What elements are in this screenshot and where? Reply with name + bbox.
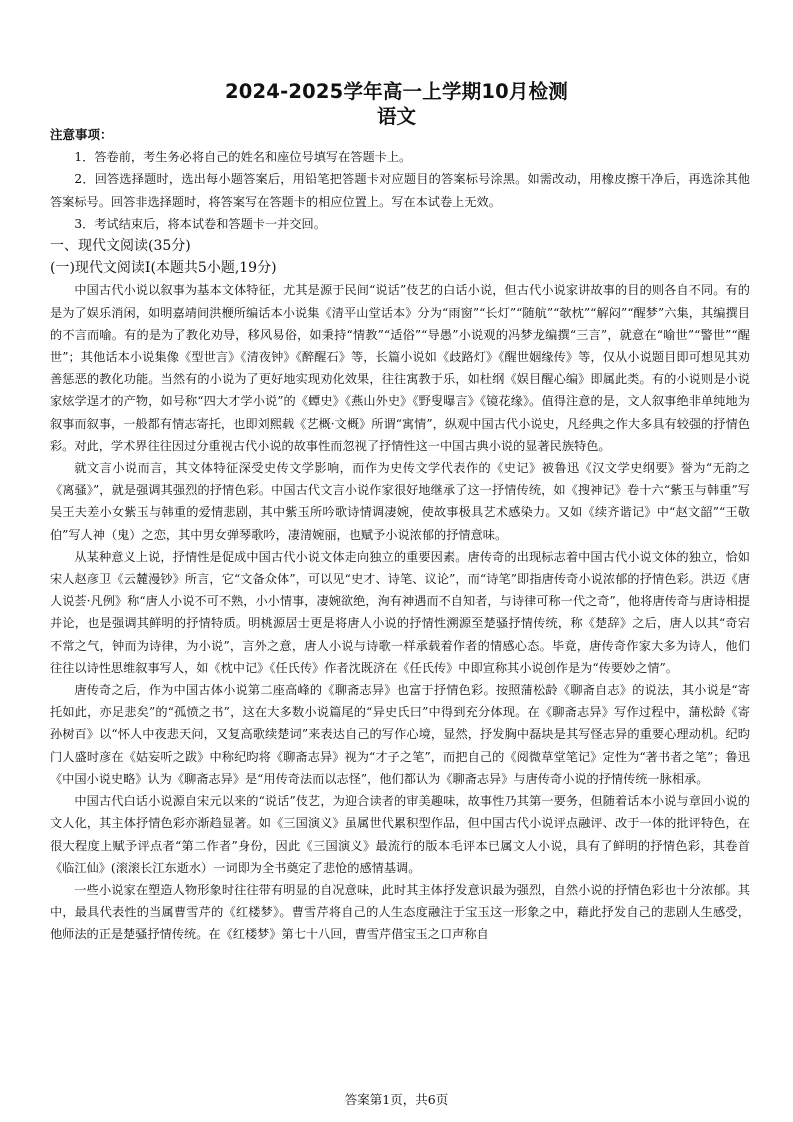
note-item: 3．考试结束后，将本试卷和答题卡一并交回。 xyxy=(74,216,326,231)
note-item: 2．回答选择题时，选出每小题答案后，用铅笔把答题卡对应题目的答案标号涂黑。如需改动，用橡皮擦干净后，再选涂其他答案标号。回答非选择题时，将答案写在答题卡的相应位置上。写在本试卷上无效。 xyxy=(50,172,750,209)
passage-paragraph: 就文言小说而言，其文体特征深受史传文学影响，而作为史传文学代表作的《史记》被鲁迅《汉文学史纲要》誉为“无韵之《离骚》”，就是强调其强烈的抒情色彩。中国古代文言小说作家很好地继承了这一抒情传统，如《搜神记》卷十六“紫玉与韩重”写吴王夫差小女紫玉与韩重的爱情悲剧，其中紫玉所吟歌诗情调凄婉，使故事极具艺术感染力。又如《续齐谐记》中“赵文韶”“王敬伯”写人神（鬼）之恋，其中男女弹琴歌吟，凄清婉丽，也赋予小说浓郁的抒情意味。 xyxy=(50,461,750,542)
note-item: 1．答卷前，考生务必将自己的姓名和座位号填写在答题卡上。 xyxy=(74,150,412,165)
subject-title: 语文 xyxy=(376,105,416,128)
page-footer: 答案第1页，共6页 xyxy=(344,1092,449,1107)
section-subheading: (一)现代文阅读Ⅰ(本题共5小题,19分) xyxy=(50,260,277,277)
passage-paragraph: 中国古代小说以叙事为基本文体特征，尤其是源于民间“说话”伎艺的白话小说，但古代小说家讲故事的目的则各自不同。有的是为了娱乐消闲，如明嘉靖间洪楩所编话本小说集《清平山堂话本》分为“雨窗”“长灯”“随航”“欹枕”“解闷”“醒梦”六集，其编撰目的不言而喻。有的是为了教化劝导，移风易俗，如秉持“情教”“适俗”“导愚”小说观的冯梦龙编撰“三言”，就意在“喻世”“警世”“醒世”；其他话本小说集像《型世言》《清夜钟》《醉醒石》等，长篇小说如《歧路灯》《醒世姻缘传》等，仅从小说题目即可想见其劝善惩恶的教化功能。当然有的小说为了更好地实现劝化效果，往往寓教于乐，如杜纲《娱目醒心编》即属此类。有的小说则是小说家炫学逞才的产物，如号称“四大才学小说”的《蟫史》《燕山外史》《野叟曝言》《镜花缘》。值得注意的是，文人叙事绝非单纯地为叙事而叙事，一般都有情志寄托，也即刘熙载《艺概·文概》所谓“寓情”，纵观中国古代小说史，凡经典之作大多具有较强的抒情色彩。对此，学术界往往因过分重视古代小说的故事性而忽视了抒情性这一中国古典小说的显著民族特色。 xyxy=(50,283,750,453)
passage-paragraph: 中国古代白话小说源自宋元以来的“说话”伎艺，为迎合读者的审美趣味，故事性乃其第一要务，但随着话本小说与章回小说的文人化，其主体抒情色彩亦渐趋显著。如《三国演义》虽属世代累积型作品，但中国古代小说评点融评、改于一体的批评特色，在很大程度上赋予评点者“第二作者”身份，因此《三国演义》最流行的版本毛评本已属文人小说，具有了鲜明的抒情色彩，其卷首《临江仙》(滚滚长江东逝水）一词即为全书奠定了悲怆的感情基调。 xyxy=(50,794,750,875)
passage-paragraph: 唐传奇之后，作为中国古体小说第二座高峰的《聊斋志异》也富于抒情色彩。按照蒲松龄《聊斋自志》的说法，其小说是“寄托如此，亦足悲矣”的“孤愤之书”，这在大多数小说篇尾的“异史氏曰”中得到充分体现。在《聊斋志异》写作过程中，蒲松龄《寄孙树百》以“怀人中夜悲天问，又复高歌续楚词”来表达自己的写作心境，显然，抒发胸中磊块是其写怪志异的重要心理动机。纪昀门人盛时彦在《姑妄听之跋》中称纪昀将《聊斋志异》视为“才子之笔”，而把自己的《阅微草堂笔记》定性为“著书者之笔”；鲁迅《中国小说史略》认为《聊斋志异》是“用传奇法而以志怪”，他们都认为《聊斋志异》与唐传奇小说的抒情传统一脉相承。 xyxy=(50,683,750,786)
page-body xyxy=(50,124,750,946)
passage-paragraph: 从某种意义上说，抒情性是促成中国古代小说文体走向独立的重要因素。唐传奇的出现标志着中国古代小说文体的独立，恰如宋人赵彦卫《云麓漫钞》所言，它“文备众体”，可以见“史才、诗笔、议论”，而“诗笔”即指唐传奇小说浓郁的抒情色彩。洪迈《唐人说荟·凡例》称“唐人小说不可不熟，小小情事，凄婉欲绝，洵有神遇而不自知者，与诗律可称一代之奇”，他将唐传奇与唐诗相提并论，也是强调其鲜明的抒情特质。明桃源居士更是将唐人小说的抒情性溯源至楚骚抒情传统，称《楚辞》之后，唐人以其“奇宕不常之气，钟而为诗律，为小说”，言外之意，唐人小说与诗歌一样承载着作者的情感心态。毕竟，唐传奇作家大多为诗人，他们往往以诗性思维叙事写人，如《枕中记》《任氏传》作者沈既济在《任氏传》中即宣称其小说创作是为“传要妙之情”。 xyxy=(50,549,750,675)
section-heading: 一、现代文阅读(35分) xyxy=(50,238,191,255)
passage-paragraph: 一些小说家在塑造人物形象时往往带有明显的自况意味，此时其主体抒发意识最为强烈，自然小说的抒情色彩也十分浓郁。其中，最具代表性的当属曹雪芹的《红楼梦》。曹雪芹将自己的人生态度融注于宝玉这一形象之中，藉此抒发自己的悲剧人生感受，他师法的正是楚骚抒情传统。在《红楼梦》第七十八回，曹雪芹借宝玉之口声称自 xyxy=(50,882,750,942)
exam-title: 2024-2025学年高一上学期10月检测 xyxy=(225,80,568,103)
notes-heading: 注意事项： xyxy=(50,127,113,142)
